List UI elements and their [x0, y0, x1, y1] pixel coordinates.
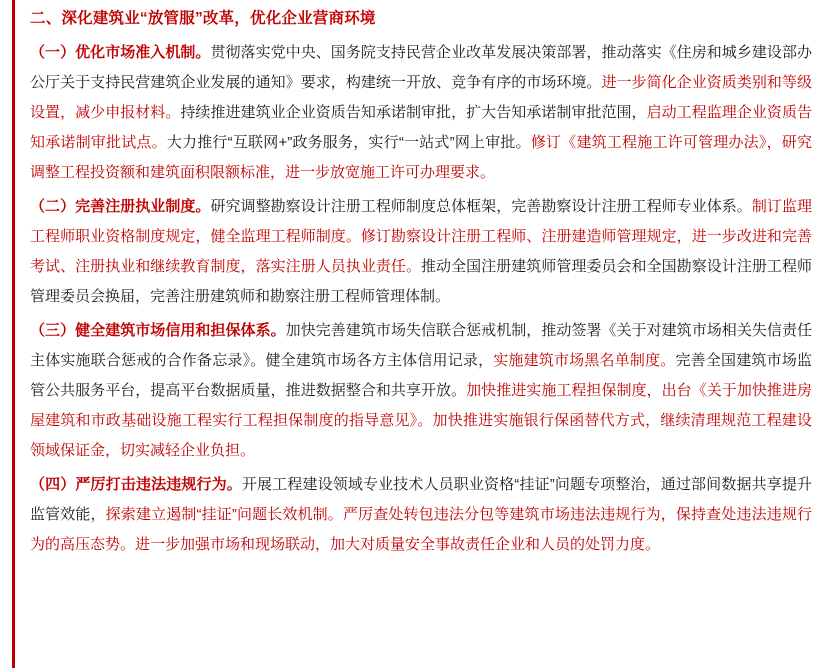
paragraph: [26, 192, 812, 312]
document-body: [26, 38, 812, 560]
body-text-run: 开展工程建设领域专业技术人员职业资格“挂证”问题专项整治，通过部间数据共享提升监管效能，: [30, 476, 812, 523]
body-text-run: 研究调整勘察设计注册工程师制度总体框架，完善勘察设计注册工程师专业体系。: [210, 198, 752, 215]
highlighted-text-run: 探索建立遏制“挂证”问题长效机制。: [105, 506, 343, 523]
highlighted-text-run: 启动工程监理企业资质告知承诺制审批试点。: [30, 104, 812, 151]
page-title: 二、深化建筑业“放管服”改革，优化企业营商环境: [30, 10, 376, 27]
body-text-run: 大力推行“互联网+”政务服务，实行“一站式”网上审批。: [166, 134, 531, 151]
highlighted-text-run: 严厉查处转包违法分包等建筑市场违法违规行为，保持查处违法违规行为的高压态势。进一步加强市场和现场联动，加大对质量安全事故责任企业和人员的处罚力度。: [30, 506, 812, 553]
body-text-run: 完善全国建筑市场监管公共服务平台，提高平台数据质量，推进数据整合和共享开放。: [30, 352, 812, 399]
highlighted-text-run: 实施建筑市场黑名单制度。: [493, 352, 676, 369]
highlighted-text-run: 加快推进实施工程担保制度，出台《关于加快推进房屋建筑和市政基础设施工程实行工程担保制度的指导意见》。加快推进实施银行保函替代方式，继续清理规范工程建设领域保证金，切实减轻企业负担。: [30, 382, 812, 459]
highlighted-text-run: 修订勘察设计注册工程师、注册建造师管理规定，进一步改进和完善考试、注册执业和继续教育制度，落实注册人员执业责任。: [30, 228, 812, 275]
paragraph-heading: （一）优化市场准入机制。: [30, 44, 211, 61]
highlighted-text-run: 进一步简化企业资质类别和等级设置，减少申报材料。: [30, 74, 812, 121]
paragraph: [26, 316, 812, 466]
paragraph-heading: （四）严厉打击违法违规行为。: [30, 476, 242, 493]
highlighted-text-run: 制订监理工程师职业资格制度规定，健全监理工程师制度。: [30, 198, 812, 245]
body-text-run: 贯彻落实党中央、国务院支持民营企业改革发展决策部署，推动落实《住房和城乡建设部办公厅关于支持民营建筑企业发展的通知》要求，构建统一开放、竞争有序的市场环境。: [30, 44, 812, 91]
highlighted-text-run: 修订《建筑工程施工许可管理办法》，研究调整工程投资额和建筑面积限额标准，进一步放宽施工许可办理要求。: [30, 134, 812, 181]
paragraph: [26, 470, 812, 560]
body-text-run: 持续推进建筑业企业资质告知承诺制审批，扩大告知承诺制审批范围，: [180, 104, 647, 121]
paragraph-heading: （二）完善注册执业制度。: [30, 198, 211, 215]
body-text-run: 加快完善建筑市场失信联合惩戒机制，推动签署《关于对建筑市场相关失信责任主体实施联合惩戒的合作备忘录》。健全建筑市场各方主体信用记录，: [30, 322, 812, 369]
body-text-run: 推动全国注册建筑师管理委员会和全国勘察设计注册工程师管理委员会换届，完善注册建筑师和勘察注册工程师管理体制。: [30, 258, 812, 305]
paragraph-heading: （三）健全建筑市场信用和担保体系。: [30, 322, 286, 339]
paragraph: [26, 38, 812, 188]
left-accent-rule: [12, 0, 15, 668]
